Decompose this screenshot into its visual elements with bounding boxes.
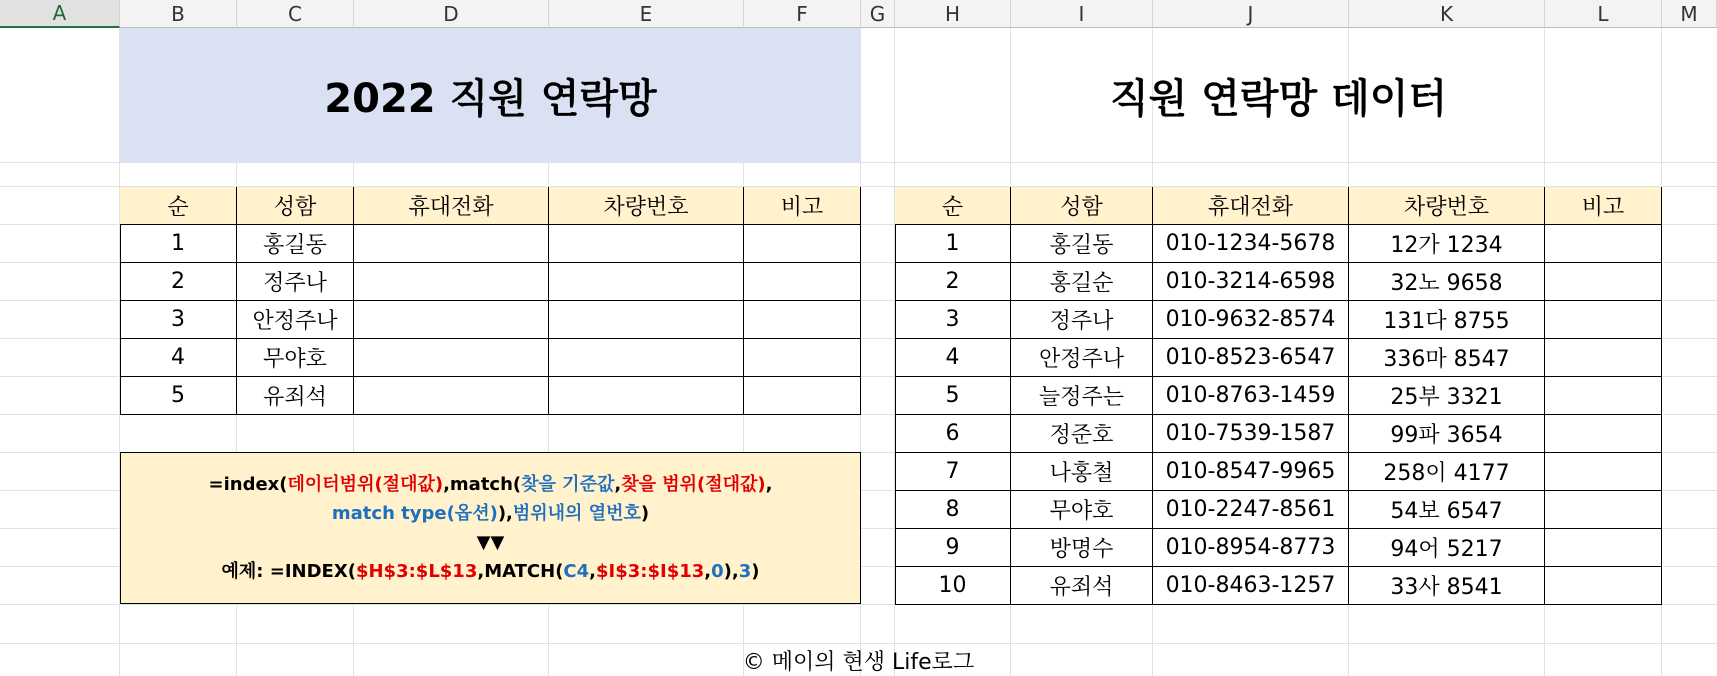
formula-segment: 범위내의 열번호	[512, 503, 641, 524]
table-cell[interactable]	[1545, 567, 1662, 605]
table-cell[interactable]	[549, 263, 744, 301]
table-cell[interactable]: 010-1234-5678	[1153, 225, 1349, 263]
table-cell[interactable]: 유죄석	[1011, 567, 1153, 605]
table-cell[interactable]: 6	[895, 415, 1011, 453]
table-cell[interactable]	[354, 301, 549, 339]
left-title: 2022 직원 연락망	[324, 76, 657, 122]
table-cell[interactable]: 010-7539-1587	[1153, 415, 1349, 453]
formula-segment: ),	[723, 561, 739, 582]
table-cell[interactable]	[1545, 491, 1662, 529]
table-cell[interactable]: 정주나	[237, 263, 354, 301]
formula-segment: match type(옵션)	[331, 503, 498, 524]
column-header-m[interactable]: M	[1662, 0, 1717, 28]
table-cell[interactable]: 9	[895, 529, 1011, 567]
table-cell[interactable]: 010-9632-8574	[1153, 301, 1349, 339]
formula-segment: ,	[765, 474, 773, 495]
column-header-a[interactable]: A	[0, 0, 120, 28]
table-cell[interactable]: 010-3214-6598	[1153, 263, 1349, 301]
formula-segment: 3	[738, 561, 752, 582]
column-header-g[interactable]: G	[861, 0, 895, 28]
table-cell[interactable]	[549, 339, 744, 377]
table-cell[interactable]: 8	[895, 491, 1011, 529]
formula-segment: ,MATCH(	[477, 561, 564, 582]
column-header-f[interactable]: F	[744, 0, 861, 28]
table-cell[interactable]: 유죄석	[237, 377, 354, 415]
table-cell[interactable]: 3	[895, 301, 1011, 339]
table-cell[interactable]: 336마 8547	[1349, 339, 1545, 377]
formula-note-box[interactable]	[120, 452, 861, 604]
footer-credit	[0, 644, 1717, 676]
table-header-cell[interactable]: 비고	[1545, 187, 1662, 225]
table-cell[interactable]	[354, 225, 549, 263]
formula-example-line	[222, 557, 760, 586]
formula-segment: 찾을 기준값	[521, 474, 615, 495]
table-cell[interactable]: 홍길동	[1011, 225, 1153, 263]
table-cell[interactable]	[549, 377, 744, 415]
table-cell[interactable]: 정준호	[1011, 415, 1153, 453]
down-arrows: ▼▼	[476, 532, 505, 553]
table-cell[interactable]: 안정주나	[1011, 339, 1153, 377]
table-cell[interactable]	[1545, 301, 1662, 339]
formula-segment: =index(	[208, 474, 288, 495]
table-cell[interactable]: 25부 3321	[1349, 377, 1545, 415]
table-cell[interactable]	[1545, 415, 1662, 453]
table-cell[interactable]: 나홍철	[1011, 453, 1153, 491]
formula-segment: ,	[704, 561, 712, 582]
table-cell[interactable]: 2	[895, 263, 1011, 301]
table-header-cell[interactable]: 순	[120, 187, 237, 225]
formula-segment: )	[751, 561, 760, 582]
table-cell[interactable]: 94어 5217	[1349, 529, 1545, 567]
table-cell[interactable]	[549, 301, 744, 339]
table-cell[interactable]: 99파 3654	[1349, 415, 1545, 453]
table-cell[interactable]: 홍길순	[1011, 263, 1153, 301]
table-cell[interactable]: 늘정주는	[1011, 377, 1153, 415]
table-cell[interactable]: 홍길동	[237, 225, 354, 263]
right-title-cell[interactable]	[895, 28, 1662, 163]
table-cell[interactable]: 54보 6547	[1349, 491, 1545, 529]
formula-segment: 데이터범위(절대값)	[287, 474, 444, 495]
column-header-l[interactable]: L	[1545, 0, 1662, 28]
table-cell[interactable]	[744, 339, 861, 377]
right-title: 직원 연락망 데이터	[1110, 76, 1447, 122]
table-cell[interactable]	[744, 263, 861, 301]
table-cell[interactable]: 2	[120, 263, 237, 301]
table-cell[interactable]	[1545, 339, 1662, 377]
table-header-cell[interactable]: 순	[895, 187, 1011, 225]
table-cell[interactable]	[1545, 377, 1662, 415]
table-cell[interactable]: 안정주나	[237, 301, 354, 339]
table-cell[interactable]: 131다 8755	[1349, 301, 1545, 339]
formula-syntax-line-2	[332, 499, 649, 528]
table-cell[interactable]	[1545, 263, 1662, 301]
column-header-h[interactable]: H	[895, 0, 1011, 28]
column-header-j[interactable]: J	[1153, 0, 1349, 28]
table-cell[interactable]	[354, 377, 549, 415]
table-cell[interactable]: 정주나	[1011, 301, 1153, 339]
formula-segment: 0	[711, 561, 724, 582]
table-cell[interactable]: 4	[895, 339, 1011, 377]
table-cell[interactable]: 1	[120, 225, 237, 263]
table-header-cell[interactable]: 차량번호	[1349, 187, 1545, 225]
column-header-c[interactable]: C	[237, 0, 354, 28]
table-cell[interactable]	[1545, 225, 1662, 263]
formula-segment: ),	[497, 503, 513, 524]
table-cell[interactable]: 010-8523-6547	[1153, 339, 1349, 377]
table-cell[interactable]	[744, 225, 861, 263]
column-header-i[interactable]: I	[1011, 0, 1153, 28]
table-cell[interactable]: 12가 1234	[1349, 225, 1545, 263]
table-cell[interactable]	[1545, 453, 1662, 491]
table-cell[interactable]: 1	[895, 225, 1011, 263]
formula-segment: $I$3:$I$13	[596, 561, 705, 582]
left-title-banner[interactable]	[120, 28, 861, 163]
table-header-cell[interactable]: 휴대전화	[354, 187, 549, 225]
table-cell[interactable]: 5	[895, 377, 1011, 415]
table-cell[interactable]: 010-8954-8773	[1153, 529, 1349, 567]
table-cell[interactable]: 7	[895, 453, 1011, 491]
table-cell[interactable]	[1545, 529, 1662, 567]
table-cell[interactable]: 010-8463-1257	[1153, 567, 1349, 605]
table-cell[interactable]: 010-8547-9965	[1153, 453, 1349, 491]
table-cell[interactable]: 10	[895, 567, 1011, 605]
table-cell[interactable]	[354, 263, 549, 301]
table-header-cell[interactable]: 차량번호	[549, 187, 744, 225]
table-header-cell[interactable]: 성함	[1011, 187, 1153, 225]
table-cell[interactable]: 무야호	[237, 339, 354, 377]
table-header-cell[interactable]: 휴대전화	[1153, 187, 1349, 225]
table-cell[interactable]: 010-8763-1459	[1153, 377, 1349, 415]
table-cell[interactable]: 010-2247-8561	[1153, 491, 1349, 529]
table-cell[interactable]: 5	[120, 377, 237, 415]
column-header-d[interactable]: D	[354, 0, 549, 28]
table-cell[interactable]: 33사 8541	[1349, 567, 1545, 605]
formula-segment: 예제: =INDEX(	[221, 561, 356, 582]
footer-text: © 메이의 현생 Life로그	[742, 649, 975, 675]
formula-segment: 찾을 범위(절대값)	[621, 474, 766, 495]
column-header-b[interactable]: B	[120, 0, 237, 28]
formula-segment: $H$3:$L$13	[355, 561, 478, 582]
table-cell[interactable]: 무야호	[1011, 491, 1153, 529]
table-cell[interactable]: 32노 9658	[1349, 263, 1545, 301]
formula-segment: ,match(	[443, 474, 522, 495]
table-cell[interactable]: 258이 4177	[1349, 453, 1545, 491]
table-cell[interactable]	[354, 339, 549, 377]
table-cell[interactable]: 방명수	[1011, 529, 1153, 567]
column-header-e[interactable]: E	[549, 0, 744, 28]
formula-syntax-line-1	[209, 470, 773, 499]
table-cell[interactable]: 4	[120, 339, 237, 377]
formula-segment: C4	[563, 561, 590, 582]
table-cell[interactable]	[744, 301, 861, 339]
formula-segment: ,	[614, 474, 622, 495]
formula-segment: )	[640, 503, 650, 524]
table-cell[interactable]	[549, 225, 744, 263]
table-header-cell[interactable]: 비고	[744, 187, 861, 225]
table-cell[interactable]: 3	[120, 301, 237, 339]
table-header-cell[interactable]: 성함	[237, 187, 354, 225]
column-header-k[interactable]: K	[1349, 0, 1545, 28]
table-cell[interactable]	[744, 377, 861, 415]
formula-segment: ,	[589, 561, 596, 582]
